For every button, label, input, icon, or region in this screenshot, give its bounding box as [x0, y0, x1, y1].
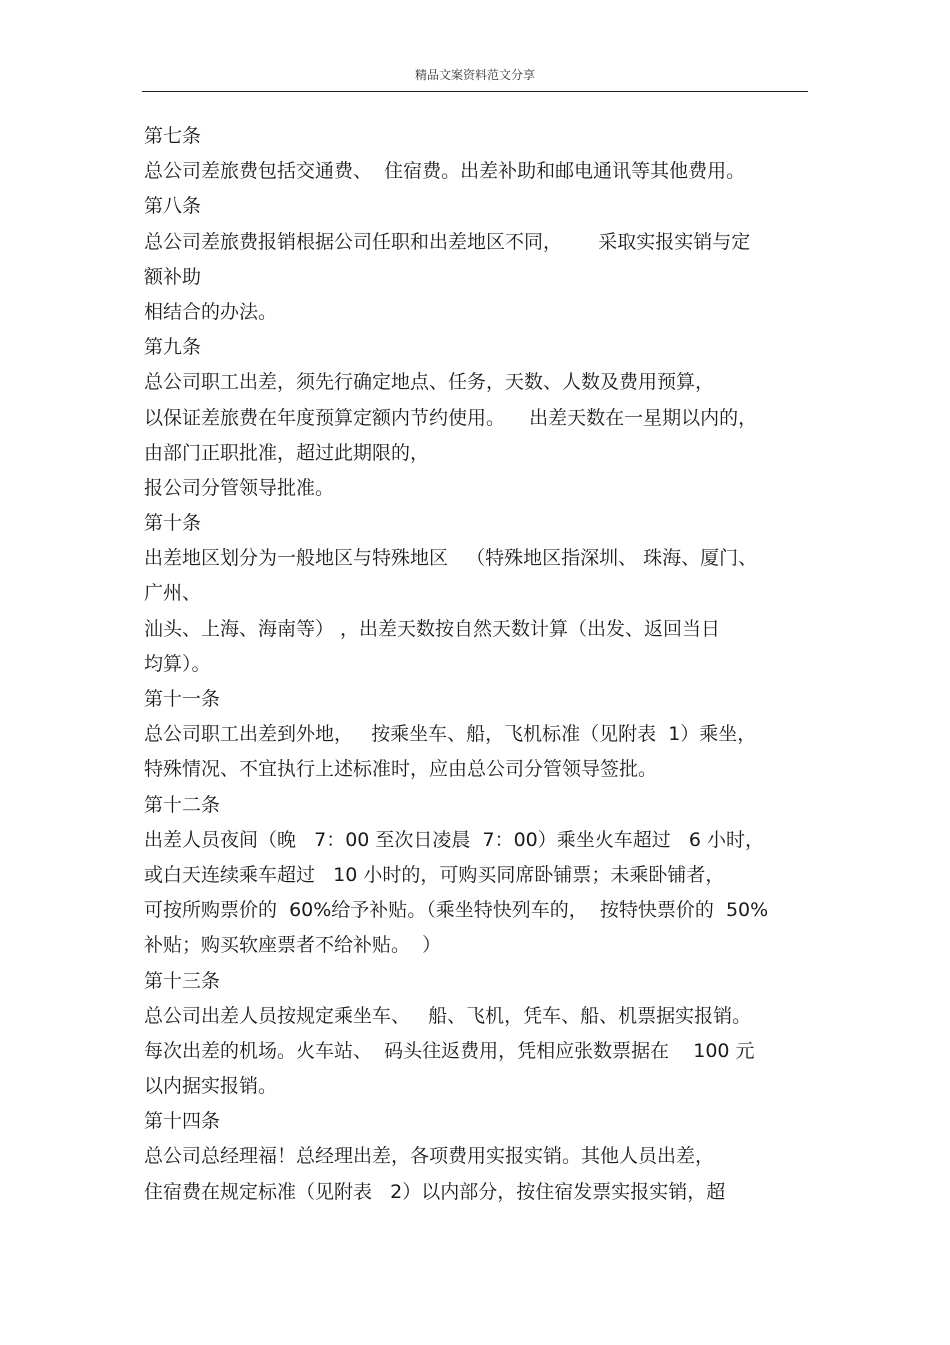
- text-line: 额补助: [144, 265, 202, 288]
- text-line: 第十条: [144, 512, 202, 535]
- text-line: 总公司职工出差，须先行确定地点、任务，天数、人数及费用预算，: [144, 371, 715, 394]
- text-line: 每次出差的机场。火车站、 码头往返费用，凭相应张数票据在 100 元: [144, 1039, 755, 1062]
- text-line: 总公司总经理福！总经理出差，各项费用实报实销。其他人员出差，: [144, 1145, 715, 1168]
- text-line: 住宿费在规定标准（见附表 2）以内部分，按住宿发票实报实销，超: [144, 1180, 726, 1203]
- text-line: 总公司差旅费报销根据公司任职和出差地区不同， 采取实报实销与定: [144, 230, 751, 253]
- text-line: 第十二条: [144, 793, 221, 816]
- text-line: 第十四条: [144, 1110, 221, 1133]
- text-line: 可按所购票价的 60%给予补贴。（乘坐特快列车的， 按特快票价的 50%: [144, 899, 769, 922]
- text-line: 由部门正职批准，超过此期限的，: [144, 441, 430, 464]
- text-line: 第十三条: [144, 969, 221, 992]
- text-line: 第八条: [144, 195, 202, 218]
- document-body: [144, 119, 834, 1210]
- text-line: 出差地区划分为一般地区与特殊地区 （特殊地区指深圳、 珠海、厦门、: [144, 547, 758, 570]
- text-line: 或白天连续乘车超过 10 小时的，可购买同席卧铺票；未乘卧铺者，: [144, 863, 725, 886]
- text-line: 出差人员夜间（晚 7：00 至次日凌晨 7：00）乘坐火车超过 6 小时，: [144, 828, 765, 851]
- text-line: 第九条: [144, 336, 202, 359]
- text-line: 特殊情况、不宜执行上述标准时，应由总公司分管领导签批。: [144, 758, 658, 781]
- text-line: 总公司出差人员按规定乘坐车、 船、飞机，凭车、船、机票据实报销。: [144, 1004, 752, 1027]
- text-line: 均算）。: [144, 652, 211, 675]
- header-divider: [142, 91, 808, 92]
- text-line: 相结合的办法。: [144, 300, 278, 323]
- text-line: 总公司职工出差到外地， 按乘坐车、船，飞机标准（见附表 1）乘坐，: [144, 723, 757, 746]
- text-line: 第十一条: [144, 688, 221, 710]
- text-line: 总公司差旅费包括交通费、 住宿费。出差补助和邮电通讯等其他费用。: [144, 160, 746, 183]
- text-line: 广州、: [144, 582, 202, 605]
- text-line: 以保证差旅费在年度预算定额内节约使用。 出差天数在一星期以内的，: [144, 406, 758, 429]
- text-line: 第七条: [144, 125, 202, 147]
- page-header-title: 精品文案资料范文分享: [414, 68, 535, 82]
- text-line: 以内据实报销。: [144, 1075, 278, 1098]
- text-line: 补贴；购买软座票者不给补贴。 ）: [144, 934, 442, 957]
- text-line: 报公司分管领导批准。: [144, 476, 335, 499]
- text-line: 汕头、上海、海南等） ，出差天数按自然天数计算（出发、返回当日: [144, 617, 721, 640]
